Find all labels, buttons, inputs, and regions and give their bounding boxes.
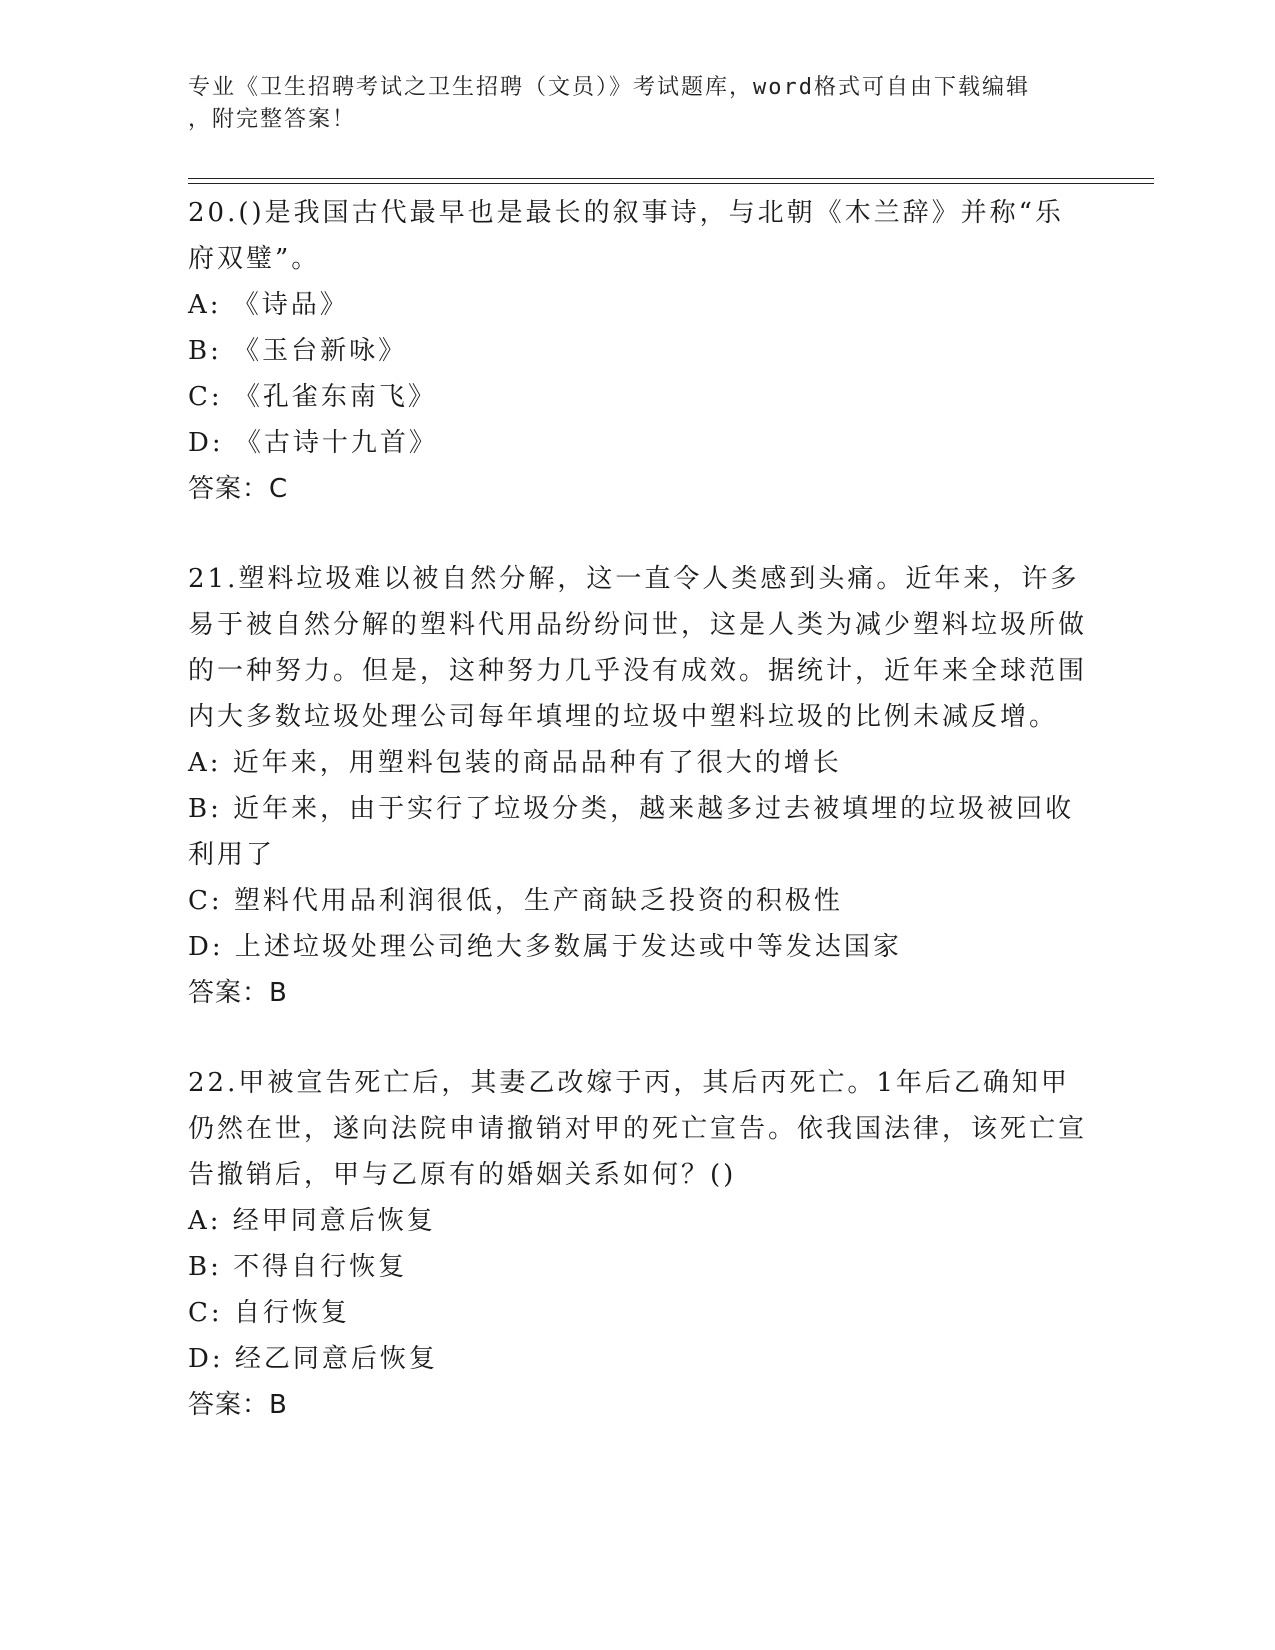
option-b: B: 近年来，由于实行了垃圾分类，越来越多过去被填埋的垃圾被回收利用了 xyxy=(188,794,1075,870)
question-list xyxy=(188,190,1088,1472)
option-b: B: 不得自行恢复 xyxy=(188,1252,408,1282)
question-stem: 20.()是我国古代最早也是最长的叙事诗，与北朝《木兰辞》并称“乐府双璧”。 xyxy=(188,198,1064,274)
header-divider-bottom xyxy=(188,183,1154,184)
header-line-2: ，附完整答案！ xyxy=(188,107,357,132)
option-a: A: 经甲同意后恢复 xyxy=(188,1206,436,1236)
answer: 答案：B xyxy=(188,978,288,1008)
option-a: A: 近年来，用塑料包装的商品品种有了很大的增长 xyxy=(188,748,842,778)
question-22 xyxy=(188,1060,1088,1428)
option-b: B: 《玉台新咏》 xyxy=(188,336,408,366)
question-stem: 21.塑料垃圾难以被自然分解，这一直令人类感到头痛。近年来，许多易于被自然分解的塑料代用品纷纷问世，这是人类为减少塑料垃圾所做的一种努力。但是，这种努力几乎没有成效。据统计，近年来全球范围内大多数垃圾处理公司每年填埋的垃圾中塑料垃圾的比例未减反增。 xyxy=(188,564,1088,732)
option-c: C: 塑料代用品利润很低，生产商缺乏投资的积极性 xyxy=(188,886,843,916)
option-d: D: 经乙同意后恢复 xyxy=(188,1344,438,1374)
answer: 答案：B xyxy=(188,1390,288,1420)
option-a: A: 《诗品》 xyxy=(188,290,349,320)
option-d: D: 《古诗十九首》 xyxy=(188,428,438,458)
header-line-1: 专业《卫生招聘考试之卫生招聘（文员）》考试题库，word格式可自由下载编辑 xyxy=(188,75,1030,100)
document-header xyxy=(188,72,1068,136)
question-20 xyxy=(188,190,1088,512)
header-divider-top xyxy=(188,178,1154,179)
option-c: C: 《孔雀东南飞》 xyxy=(188,382,437,412)
option-d: D: 上述垃圾处理公司绝大多数属于发达或中等发达国家 xyxy=(188,932,902,962)
option-c: C: 自行恢复 xyxy=(188,1298,350,1328)
answer: 答案：C xyxy=(188,474,289,504)
question-21 xyxy=(188,556,1088,1016)
question-stem: 22.甲被宣告死亡后，其妻乙改嫁于丙，其后丙死亡。1年后乙确知甲仍然在世，遂向法院申请撤销对甲的死亡宣告。依我国法律，该死亡宣告撤销后，甲与乙原有的婚姻关系如何？() xyxy=(188,1068,1088,1190)
